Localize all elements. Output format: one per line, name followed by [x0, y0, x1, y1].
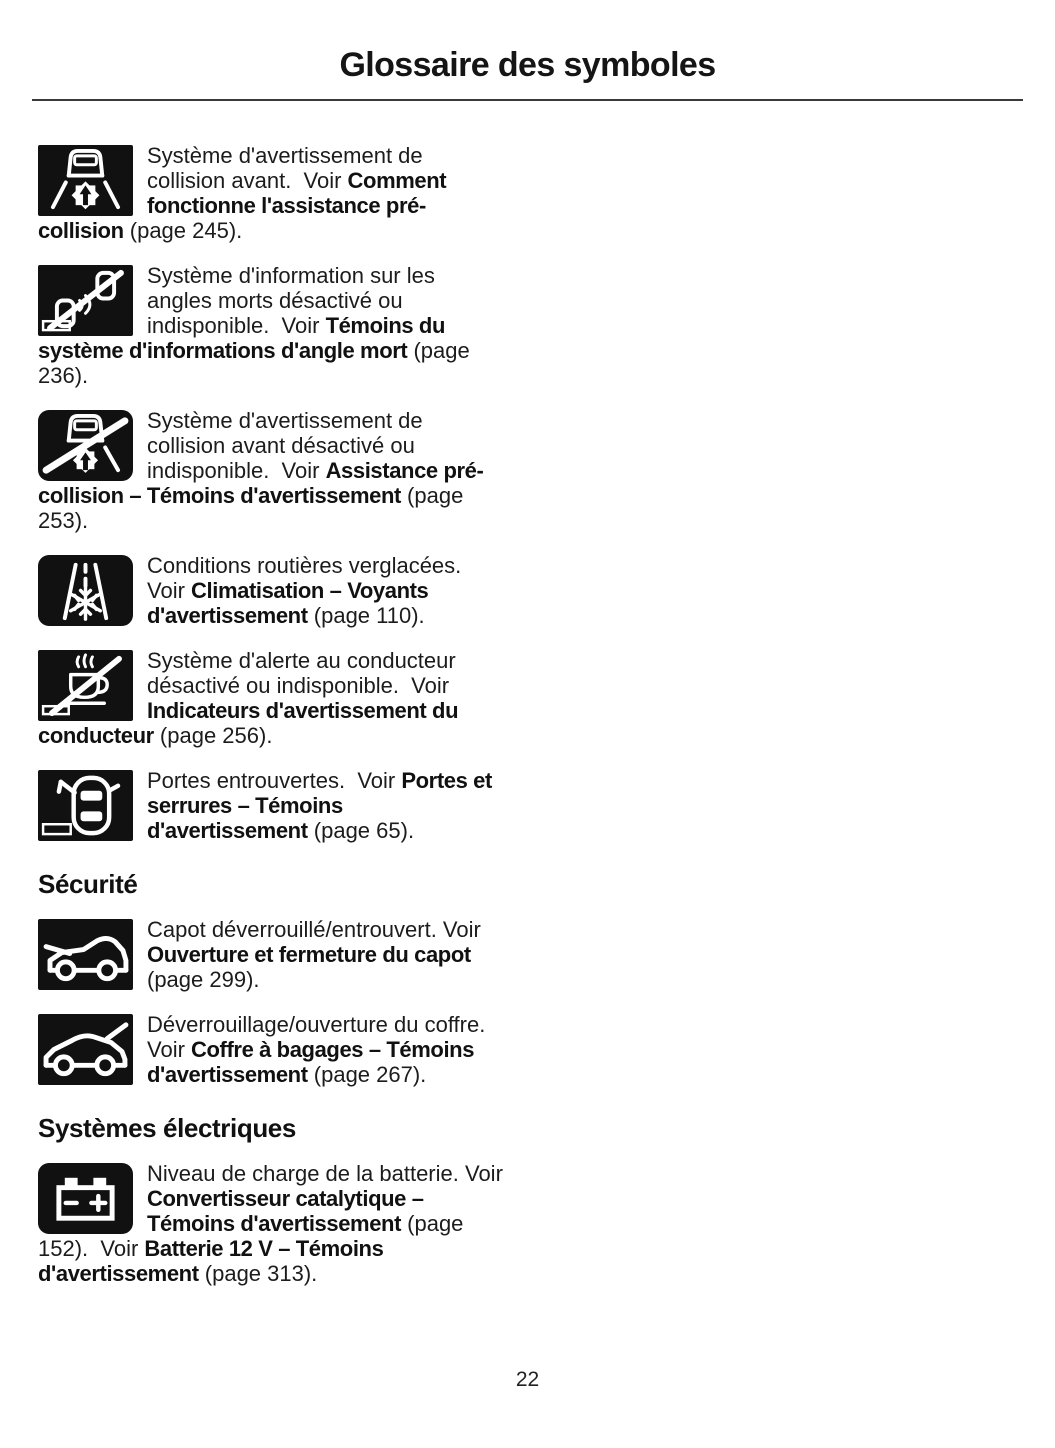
glossary-entry — [38, 768, 503, 843]
glossary-entry — [38, 1012, 503, 1087]
entry-text: Système d'information sur les angles morts désactivé ou indisponible. Voir Témoins du système d'informations d'angle mort (page 236). — [38, 263, 470, 388]
trunk-open-icon — [38, 1014, 133, 1085]
entry-text: Déverrouillage/ouverture du coffre. Voir Coffre à bagages – Témoins d'avertissement (page 267). — [147, 1012, 492, 1087]
forward-collision-off-icon — [38, 410, 133, 481]
hood-open-icon — [38, 919, 133, 990]
glossary-entry — [38, 263, 503, 388]
door-ajar-icon — [38, 770, 133, 841]
section-heading-security: Sécurité — [38, 869, 138, 899]
page-title: Glossaire des symboles — [339, 46, 716, 84]
entry-text: Système d'alerte au conducteur désactivé ou indisponible. Voir Indicateurs d'avertissement du conducteur (page 256). — [38, 648, 459, 748]
entry-text: Système d'avertissement de collision avant désactivé ou indisponible. Voir Assistance pré-collision – Témoins d'avertissement (page 253). — [38, 408, 484, 533]
driver-alert-off-icon — [38, 650, 133, 721]
entry-text: Capot déverrouillé/entrouvert. Voir Ouverture et fermeture du capot (page 299). — [147, 917, 481, 992]
page-number: 22 — [515, 1368, 540, 1391]
glossary-content — [38, 143, 503, 1286]
glossary-entry — [38, 648, 503, 748]
glossary-entry — [38, 408, 503, 533]
glossary-entry — [38, 917, 503, 992]
glossary-entry — [38, 1161, 503, 1286]
entry-text: Système d'avertissement de collision avant. Voir Comment fonctionne l'assistance pré-collision (page 245). — [38, 143, 447, 243]
glossary-entry — [38, 553, 503, 628]
section-heading-electrical: Systèmes électriques — [38, 1113, 296, 1143]
glossary-entry — [38, 143, 503, 243]
title-rule — [32, 99, 1023, 101]
entry-text: Niveau de charge de la batterie. Voir Convertisseur catalytique – Témoins d'avertissement (page 152). Voir Batterie 12 V – Témoins d'avertissement (page 313). — [38, 1161, 503, 1286]
entry-text: Portes entrouvertes. Voir Portes et serrures – Témoins d'avertissement (page 65). — [147, 768, 492, 843]
icy-road-icon — [38, 555, 133, 626]
entry-text: Conditions routières verglacées. Voir Climatisation – Voyants d'avertissement (page 110). — [147, 553, 462, 628]
forward-collision-warning-icon — [38, 145, 133, 216]
blind-spot-system-off-icon — [38, 265, 133, 336]
battery-charge-icon — [38, 1163, 133, 1234]
